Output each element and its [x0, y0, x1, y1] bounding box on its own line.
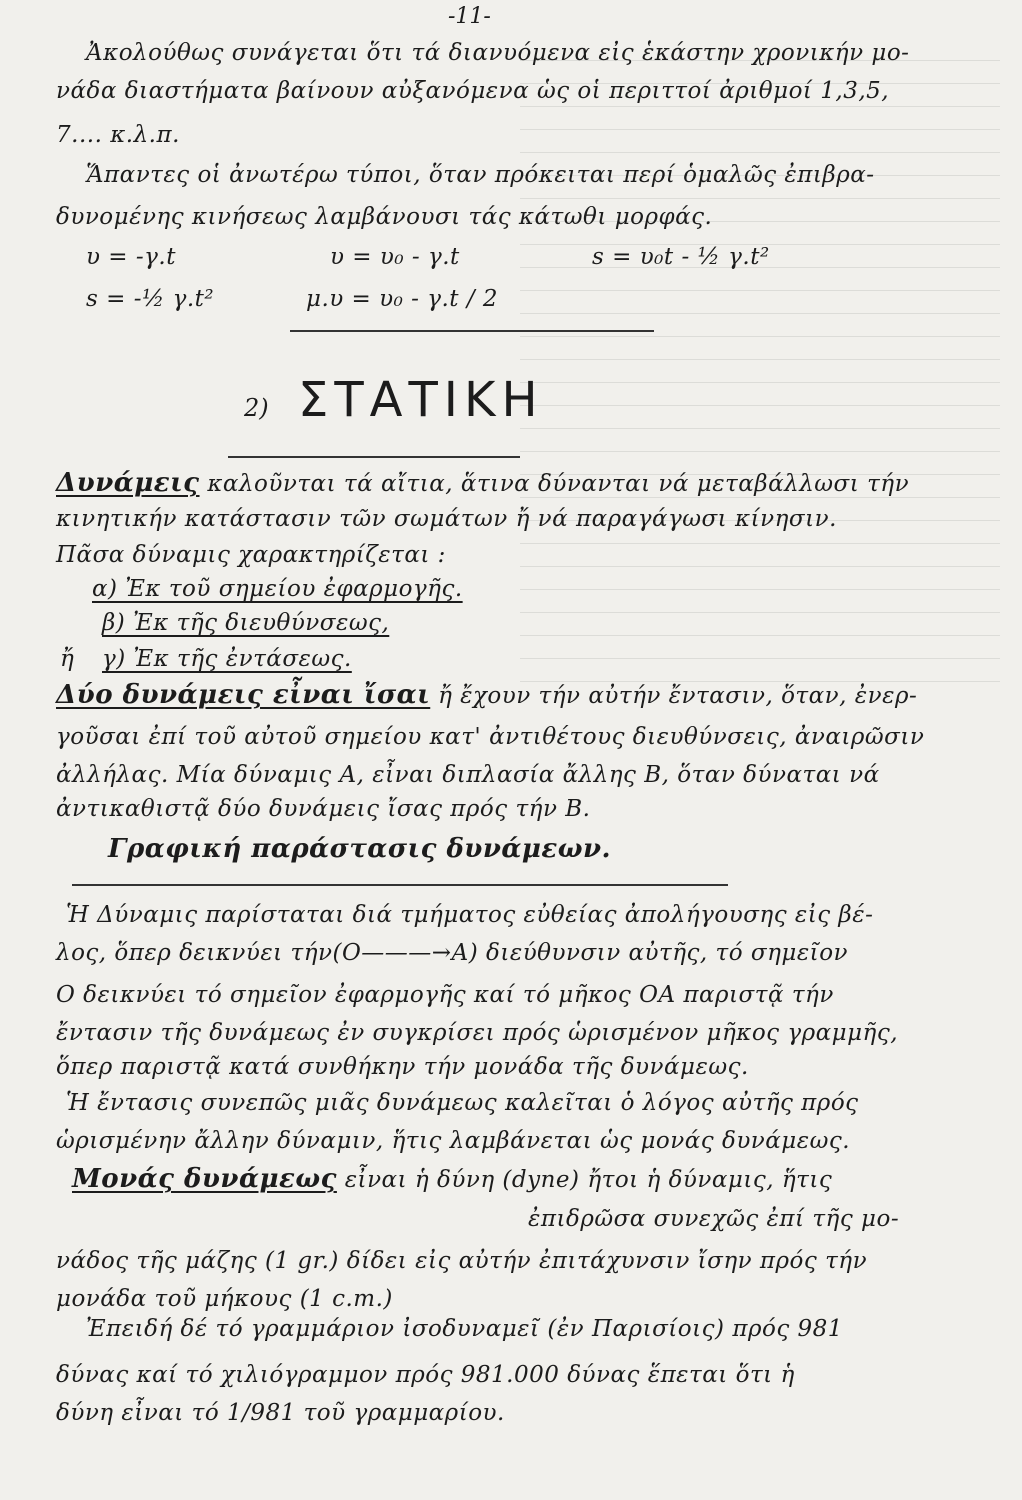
vector-oa-arrow: Ο———→Α: [341, 940, 469, 966]
section-number: 2): [244, 394, 269, 422]
unit-line-3: νάδος τῆς μάζης (1 gr.) δίδει εἰς αὐτήν ἐπιτάχυνσιν ἴσην πρός τήν: [56, 1248, 868, 1274]
characteristic-a: α) Ἐκ τοῦ σημείου ἐφαρμογῆς.: [92, 576, 463, 602]
section-title: ΣΤΑΤΙΚΗ: [298, 372, 544, 428]
dynameis-definition: καλοῦνται τά αἴτια, ἅτινα δύνανται νά μεταβάλλωσι τήν: [207, 471, 910, 497]
formula-velocity-1: υ = -γ.t: [86, 244, 176, 270]
graphic-divider: [72, 884, 728, 886]
para1-line-3: 7.... κ.λ.π.: [56, 122, 180, 148]
graphic-line-2: [56, 940, 848, 966]
graphic-line-1: Ἡ Δύναμις παρίσταται διά τμήματος εὐθείας ἀπολήγουσης εἰς βέ-: [66, 902, 874, 928]
equal-line-4: ἀντικαθιστᾷ δύο δυνάμεις ἴσας πρός τήν Β.: [56, 796, 591, 822]
title-underline: [228, 456, 520, 458]
or-mark: ἤ: [60, 646, 75, 672]
dynameis-line-3: Πᾶσα δύναμις χαρακτηρίζεται :: [56, 542, 446, 568]
dynameis-line-2: κινητικήν κατάστασιν τῶν σωμάτων ἤ νά παραγάγωσι κίνησιν.: [56, 506, 837, 532]
characteristic-c: γ) Ἐκ τῆς ἐντάσεως.: [102, 646, 352, 672]
dynameis-term: Δυνάμεις: [56, 468, 200, 498]
graphic-line-3: Ο δεικνύει τό σημεῖον ἐφαρμογῆς καί τό μῆκος ΟΑ παριστᾷ τήν: [56, 982, 834, 1008]
unit-term: Μονάς δυνάμεως: [72, 1164, 337, 1194]
unit-line-1: [72, 1164, 832, 1194]
unit-line-5: Ἐπειδή δέ τό γραμμάριον ἰσοδυναμεῖ (ἐν Παρισίοις) πρός 981: [86, 1316, 843, 1342]
para2-line-2: δυνομένης κινήσεως λαμβάνουσι τάς κάτωθι μορφάς.: [56, 204, 713, 230]
graphic-line-7: ὡρισμένην ἄλλην δύναμιν, ἥτις λαμβάνεται ὡς μονάς δυνάμεως.: [56, 1128, 851, 1154]
para2-line-1: Ἅπαντες οἱ ἀνωτέρω τύποι, ὅταν πρόκειται περί ὁμαλῶς ἐπιβρα-: [86, 162, 875, 188]
unit-line-6: δύνας καί τό χιλιόγραμμον πρός 981.000 δύνας ἕπεται ὅτι ἡ: [56, 1362, 795, 1388]
formula-divider: [290, 330, 654, 332]
graphic-heading: Γραφική παράστασις δυνάμεων.: [108, 834, 612, 864]
formula-mean-velocity: μ.υ = υ₀ - γ.t / 2: [306, 286, 499, 312]
equal-line-1: [56, 680, 917, 710]
graphic-line-2-start: λος, ὅπερ δεικνύει τήν(: [56, 940, 342, 966]
formula-distance-1: s = υ₀t - ½ γ.t²: [592, 244, 770, 270]
unit-line-4: μονάδα τοῦ μήκους (1 c.m.): [56, 1286, 393, 1312]
graphic-line-4: ἔντασιν τῆς δυνάμεως ἐν συγκρίσει πρός ὡρισμένον μῆκος γραμμῆς,: [56, 1020, 899, 1046]
unit-definition: εἶναι ἡ δύνη (dyne) ἤτοι ἡ δύναμις, ἥτις: [344, 1167, 833, 1193]
para1-line-2: νάδα διαστήματα βαίνουν αὐξανόμενα ὡς οἱ περιττοί ἀριθμοί 1,3,5,: [56, 78, 890, 104]
unit-line-7: δύνη εἶναι τό 1/981 τοῦ γραμμαρίου.: [56, 1400, 505, 1426]
graphic-line-5: ὅπερ παριστᾷ κατά συνθήκην τήν μονάδα τῆς δυνάμεως.: [56, 1054, 749, 1080]
dynameis-line-1: [56, 468, 909, 498]
formula-velocity-2: υ = υ₀ - γ.t: [330, 244, 460, 270]
graphic-line-6: Ἡ ἔντασις συνεπῶς μιᾶς δυνάμεως καλεῖται ὁ λόγος αὐτῆς πρός: [66, 1090, 859, 1116]
para1-line-1: Ἀκολούθως συνάγεται ὅτι τά διανυόμενα εἰς ἑκάστην χρονικήν μο-: [86, 40, 910, 66]
unit-line-2: ἐπιδρῶσα συνεχῶς ἐπί τῆς μο-: [528, 1206, 900, 1232]
graphic-line-2-end: ) διεύθυνσιν αὐτῆς, τό σημεῖον: [468, 940, 849, 966]
equal-line-2: γοῦσαι ἐπί τοῦ αὐτοῦ σημείου κατ' ἀντιθέτους διευθύνσεις, ἀναιρῶσιν: [56, 724, 925, 750]
equal-term: Δύο δυνάμεις εἶναι ἴσαι: [56, 680, 431, 710]
page-number: -11-: [448, 4, 491, 29]
equal-definition: ἤ ἔχουν τήν αὐτήν ἔντασιν, ὅταν, ἐνερ-: [438, 683, 918, 709]
equal-line-3: ἀλλήλας. Μία δύναμις Α, εἶναι διπλασία ἄλλης Β, ὅταν δύναται νά: [56, 762, 880, 788]
characteristic-b: β) Ἐκ τῆς διευθύνσεως,: [102, 610, 390, 636]
formula-distance-2: s = -½ γ.t²: [86, 286, 215, 312]
